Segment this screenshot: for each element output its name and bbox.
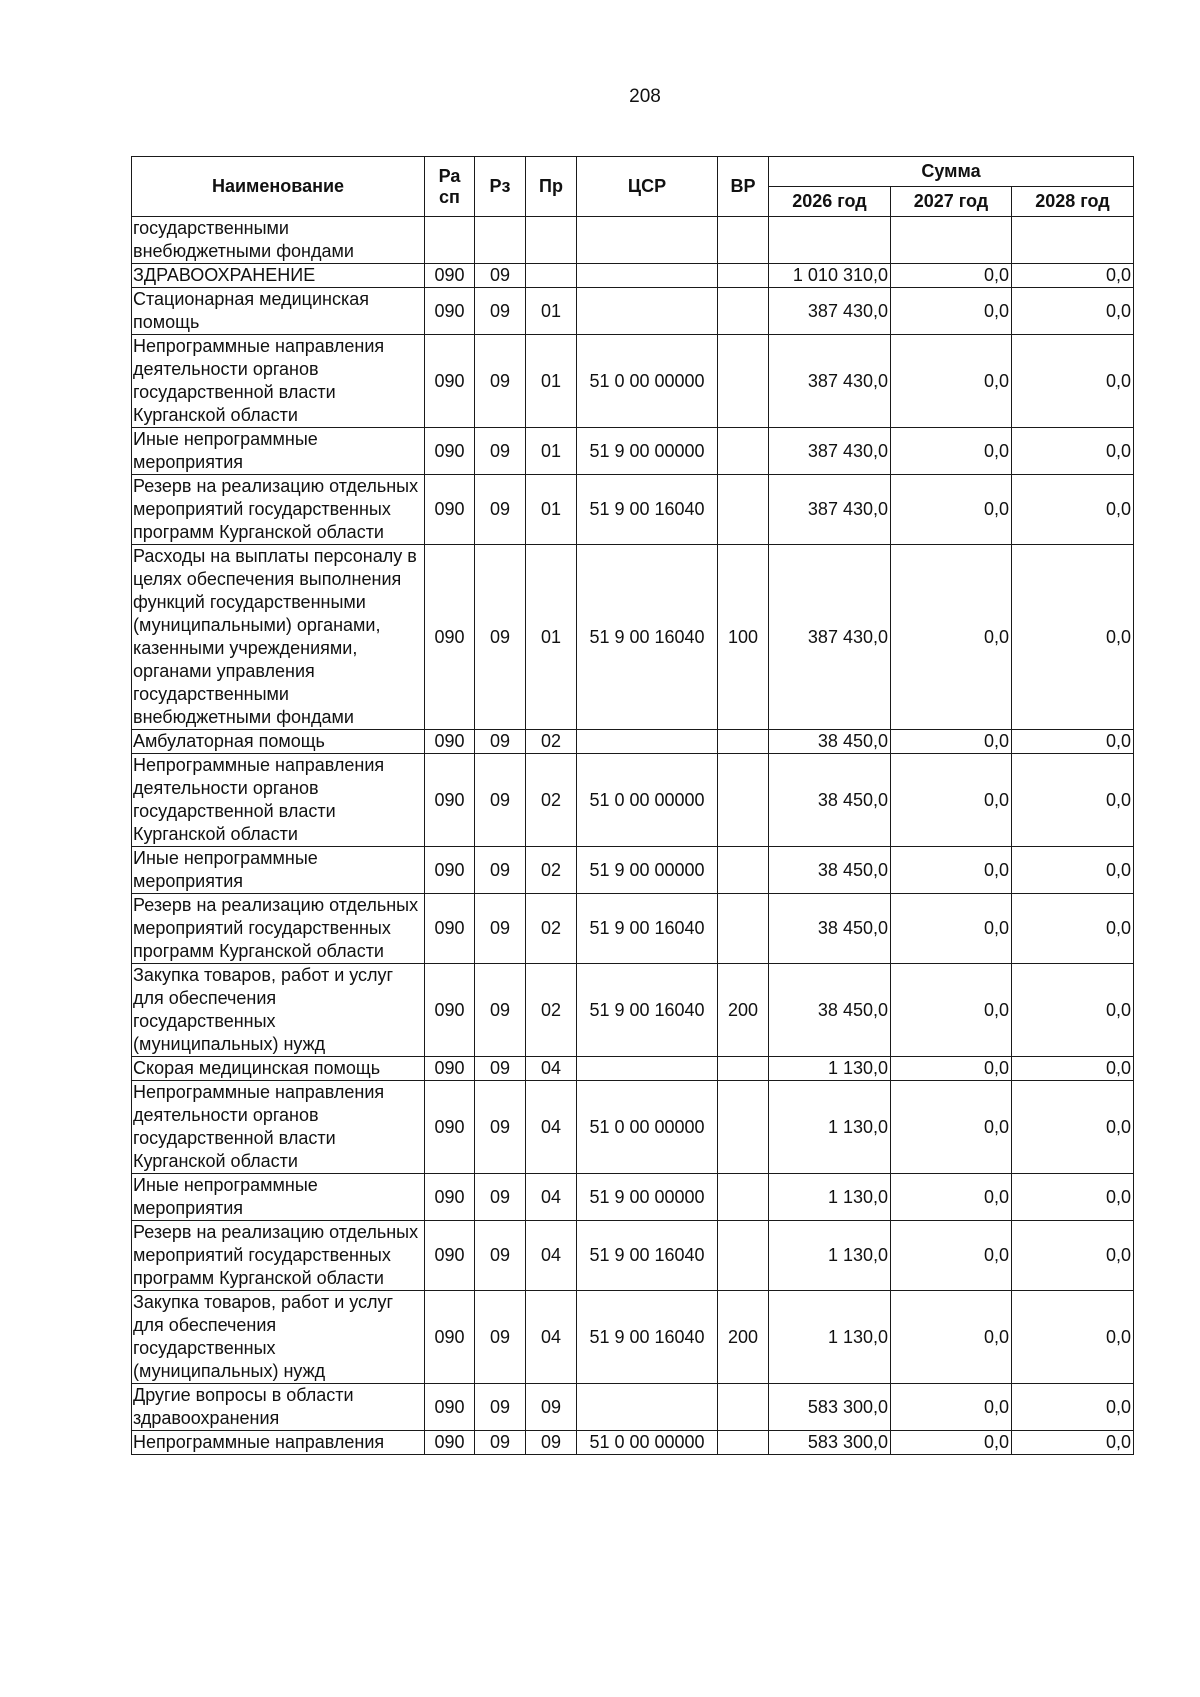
table-row [132,1291,1134,1384]
cell-pr: 01 [526,475,577,545]
cell-sum-2027: 0,0 [891,730,1012,754]
cell-vr [718,1081,769,1174]
cell-sum-2026: 387 430,0 [769,428,891,475]
cell-sum-2027: 0,0 [891,964,1012,1057]
cell-csr: 51 9 00 16040 [577,475,718,545]
cell-sum-2028: 0,0 [1012,264,1134,288]
cell-rz: 09 [475,964,526,1057]
cell-sum-2027: 0,0 [891,1384,1012,1431]
cell-sum-2026: 387 430,0 [769,475,891,545]
table-row [132,428,1134,475]
table-row [132,545,1134,730]
cell-sum-2028 [1012,217,1134,264]
table-row [132,964,1134,1057]
table-row [132,475,1134,545]
cell-rz: 09 [475,264,526,288]
cell-sum-2026: 583 300,0 [769,1384,891,1431]
header-year-2027: 2027 год [891,187,1012,217]
cell-sum-2026: 38 450,0 [769,847,891,894]
cell-sum-2028: 0,0 [1012,754,1134,847]
cell-sum-2026: 38 450,0 [769,754,891,847]
cell-rz: 09 [475,1174,526,1221]
header-csr: ЦСР [577,157,718,217]
cell-vr: 200 [718,964,769,1057]
cell-name: Другие вопросы в области здравоохранения [132,1384,425,1431]
cell-name: Непрограммные направления деятельности органов государственной власти Курганской области [132,1081,425,1174]
cell-name: Расходы на выплаты персоналу в целях обеспечения выполнения функций государственными (муниципальными) органами, казенными учреждениями, органами управления государственными внебюджетными фондами [132,545,425,730]
cell-pr: 04 [526,1221,577,1291]
header-rz: Рз [475,157,526,217]
cell-vr: 100 [718,545,769,730]
table-row [132,1384,1134,1431]
table-header [132,157,1134,217]
cell-csr: 51 9 00 16040 [577,545,718,730]
cell-rz: 09 [475,847,526,894]
cell-pr: 04 [526,1081,577,1174]
cell-sum-2028: 0,0 [1012,730,1134,754]
cell-rasp: 090 [425,335,475,428]
cell-name: Иные непрограммные мероприятия [132,428,425,475]
cell-sum-2027: 0,0 [891,264,1012,288]
cell-csr: 51 9 00 16040 [577,964,718,1057]
cell-csr: 51 0 00 00000 [577,1081,718,1174]
cell-sum-2028: 0,0 [1012,1384,1134,1431]
cell-name: ЗДРАВООХРАНЕНИЕ [132,264,425,288]
cell-rasp: 090 [425,964,475,1057]
table-row [132,730,1134,754]
cell-rz: 09 [475,1221,526,1291]
cell-pr: 02 [526,847,577,894]
cell-sum-2028: 0,0 [1012,1221,1134,1291]
cell-name: Непрограммные направления деятельности органов государственной власти Курганской области [132,335,425,428]
cell-rz: 09 [475,428,526,475]
cell-pr: 01 [526,428,577,475]
cell-sum-2027: 0,0 [891,1431,1012,1455]
cell-sum-2028: 0,0 [1012,335,1134,428]
cell-rasp: 090 [425,288,475,335]
cell-sum-2027: 0,0 [891,1174,1012,1221]
cell-rasp: 090 [425,1174,475,1221]
cell-pr: 01 [526,335,577,428]
cell-csr: 51 9 00 00000 [577,1174,718,1221]
table-row [132,288,1134,335]
cell-sum-2028: 0,0 [1012,1291,1134,1384]
table-body [132,217,1134,1455]
cell-pr: 09 [526,1384,577,1431]
cell-rasp: 090 [425,1431,475,1455]
cell-pr [526,264,577,288]
cell-vr [718,428,769,475]
cell-pr: 04 [526,1174,577,1221]
cell-sum-2028: 0,0 [1012,475,1134,545]
cell-rz: 09 [475,1081,526,1174]
cell-rasp: 090 [425,1291,475,1384]
cell-vr [718,217,769,264]
cell-name: Непрограммные направления [132,1431,425,1455]
page-number: 208 [629,86,661,107]
table-row [132,1057,1134,1081]
cell-sum-2027: 0,0 [891,1221,1012,1291]
table-row [132,1174,1134,1221]
cell-sum-2026: 1 130,0 [769,1057,891,1081]
cell-vr [718,730,769,754]
cell-sum-2026: 1 130,0 [769,1221,891,1291]
cell-sum-2026: 1 130,0 [769,1291,891,1384]
cell-sum-2027: 0,0 [891,754,1012,847]
cell-name: Резерв на реализацию отдельных мероприятий государственных программ Курганской области [132,475,425,545]
cell-rasp: 090 [425,730,475,754]
table-row [132,264,1134,288]
cell-rasp: 090 [425,894,475,964]
cell-sum-2026: 1 130,0 [769,1081,891,1174]
cell-sum-2028: 0,0 [1012,288,1134,335]
cell-sum-2026: 387 430,0 [769,288,891,335]
header-year-2028: 2028 год [1012,187,1134,217]
table-row [132,1221,1134,1291]
table-row [132,217,1134,264]
cell-rz: 09 [475,1291,526,1384]
cell-csr [577,264,718,288]
cell-sum-2027: 0,0 [891,288,1012,335]
cell-csr: 51 0 00 00000 [577,1431,718,1455]
cell-sum-2027: 0,0 [891,1057,1012,1081]
budget-table [131,156,1134,1455]
cell-csr: 51 0 00 00000 [577,335,718,428]
cell-pr: 01 [526,288,577,335]
cell-sum-2027: 0,0 [891,428,1012,475]
cell-sum-2027: 0,0 [891,1291,1012,1384]
cell-name: Амбулаторная помощь [132,730,425,754]
cell-sum-2027: 0,0 [891,335,1012,428]
cell-csr: 51 9 00 16040 [577,1291,718,1384]
table-row [132,847,1134,894]
header-pr: Пр [526,157,577,217]
cell-rz: 09 [475,475,526,545]
cell-pr: 01 [526,545,577,730]
cell-rasp: 090 [425,545,475,730]
cell-sum-2027: 0,0 [891,1081,1012,1174]
cell-sum-2028: 0,0 [1012,1081,1134,1174]
cell-csr [577,730,718,754]
cell-name: Стационарная медицинская помощь [132,288,425,335]
cell-rz: 09 [475,730,526,754]
table-row [132,754,1134,847]
cell-csr [577,1057,718,1081]
cell-rasp: 090 [425,847,475,894]
cell-sum-2028: 0,0 [1012,545,1134,730]
cell-vr [718,288,769,335]
cell-rasp: 090 [425,754,475,847]
cell-name: Скорая медицинская помощь [132,1057,425,1081]
cell-sum-2028: 0,0 [1012,847,1134,894]
cell-rasp [425,217,475,264]
cell-sum-2028: 0,0 [1012,964,1134,1057]
cell-rz: 09 [475,754,526,847]
table-row [132,335,1134,428]
cell-rz: 09 [475,545,526,730]
cell-name: Иные непрограммные мероприятия [132,847,425,894]
cell-sum-2026: 1 010 310,0 [769,264,891,288]
cell-sum-2026: 1 130,0 [769,1174,891,1221]
cell-vr [718,894,769,964]
cell-rasp: 090 [425,1384,475,1431]
cell-sum-2028: 0,0 [1012,428,1134,475]
cell-csr: 51 9 00 16040 [577,1221,718,1291]
cell-sum-2026: 387 430,0 [769,545,891,730]
cell-sum-2027: 0,0 [891,545,1012,730]
cell-rz: 09 [475,288,526,335]
header-sum: Сумма [769,157,1134,187]
cell-sum-2028: 0,0 [1012,1174,1134,1221]
cell-sum-2028: 0,0 [1012,894,1134,964]
header-name: Наименование [132,157,425,217]
cell-pr: 02 [526,730,577,754]
cell-sum-2026: 38 450,0 [769,730,891,754]
cell-csr [577,217,718,264]
cell-sum-2026: 387 430,0 [769,335,891,428]
cell-pr: 09 [526,1431,577,1455]
cell-rz: 09 [475,335,526,428]
cell-rz: 09 [475,1384,526,1431]
cell-vr [718,1057,769,1081]
cell-pr [526,217,577,264]
cell-sum-2026 [769,217,891,264]
cell-vr: 200 [718,1291,769,1384]
header-rasp: Ра сп [425,157,475,217]
cell-name: Закупка товаров, работ и услуг для обеспечения государственных (муниципальных) нужд [132,1291,425,1384]
table-row [132,894,1134,964]
cell-name: государственными внебюджетными фондами [132,217,425,264]
cell-csr: 51 9 00 00000 [577,428,718,475]
cell-name: Иные непрограммные мероприятия [132,1174,425,1221]
cell-csr [577,288,718,335]
cell-pr: 02 [526,964,577,1057]
cell-vr [718,264,769,288]
cell-rasp: 090 [425,1057,475,1081]
cell-csr: 51 0 00 00000 [577,754,718,847]
cell-pr: 04 [526,1291,577,1384]
table-row [132,1081,1134,1174]
header-vr: ВР [718,157,769,217]
cell-sum-2026: 583 300,0 [769,1431,891,1455]
cell-csr: 51 9 00 00000 [577,847,718,894]
cell-vr [718,1174,769,1221]
header-year-2026: 2026 год [769,187,891,217]
cell-rz: 09 [475,1431,526,1455]
cell-rasp: 090 [425,428,475,475]
cell-sum-2027 [891,217,1012,264]
cell-name: Резерв на реализацию отдельных мероприятий государственных программ Курганской области [132,1221,425,1291]
cell-csr [577,1384,718,1431]
cell-vr [718,1221,769,1291]
cell-name: Непрограммные направления деятельности органов государственной власти Курганской области [132,754,425,847]
cell-sum-2028: 0,0 [1012,1431,1134,1455]
cell-sum-2026: 38 450,0 [769,894,891,964]
cell-sum-2027: 0,0 [891,894,1012,964]
cell-csr: 51 9 00 16040 [577,894,718,964]
cell-vr [718,335,769,428]
cell-name: Закупка товаров, работ и услуг для обеспечения государственных (муниципальных) нужд [132,964,425,1057]
cell-sum-2027: 0,0 [891,847,1012,894]
cell-rasp: 090 [425,264,475,288]
cell-vr [718,754,769,847]
cell-pr: 04 [526,1057,577,1081]
cell-rz: 09 [475,894,526,964]
cell-vr [718,1431,769,1455]
cell-sum-2026: 38 450,0 [769,964,891,1057]
cell-vr [718,847,769,894]
cell-vr [718,1384,769,1431]
cell-pr: 02 [526,894,577,964]
table-row [132,1431,1134,1455]
cell-rasp: 090 [425,1221,475,1291]
cell-pr: 02 [526,754,577,847]
cell-name: Резерв на реализацию отдельных мероприятий государственных программ Курганской области [132,894,425,964]
cell-sum-2028: 0,0 [1012,1057,1134,1081]
cell-rz: 09 [475,1057,526,1081]
cell-rz [475,217,526,264]
cell-vr [718,475,769,545]
cell-rasp: 090 [425,475,475,545]
cell-rasp: 090 [425,1081,475,1174]
cell-sum-2027: 0,0 [891,475,1012,545]
